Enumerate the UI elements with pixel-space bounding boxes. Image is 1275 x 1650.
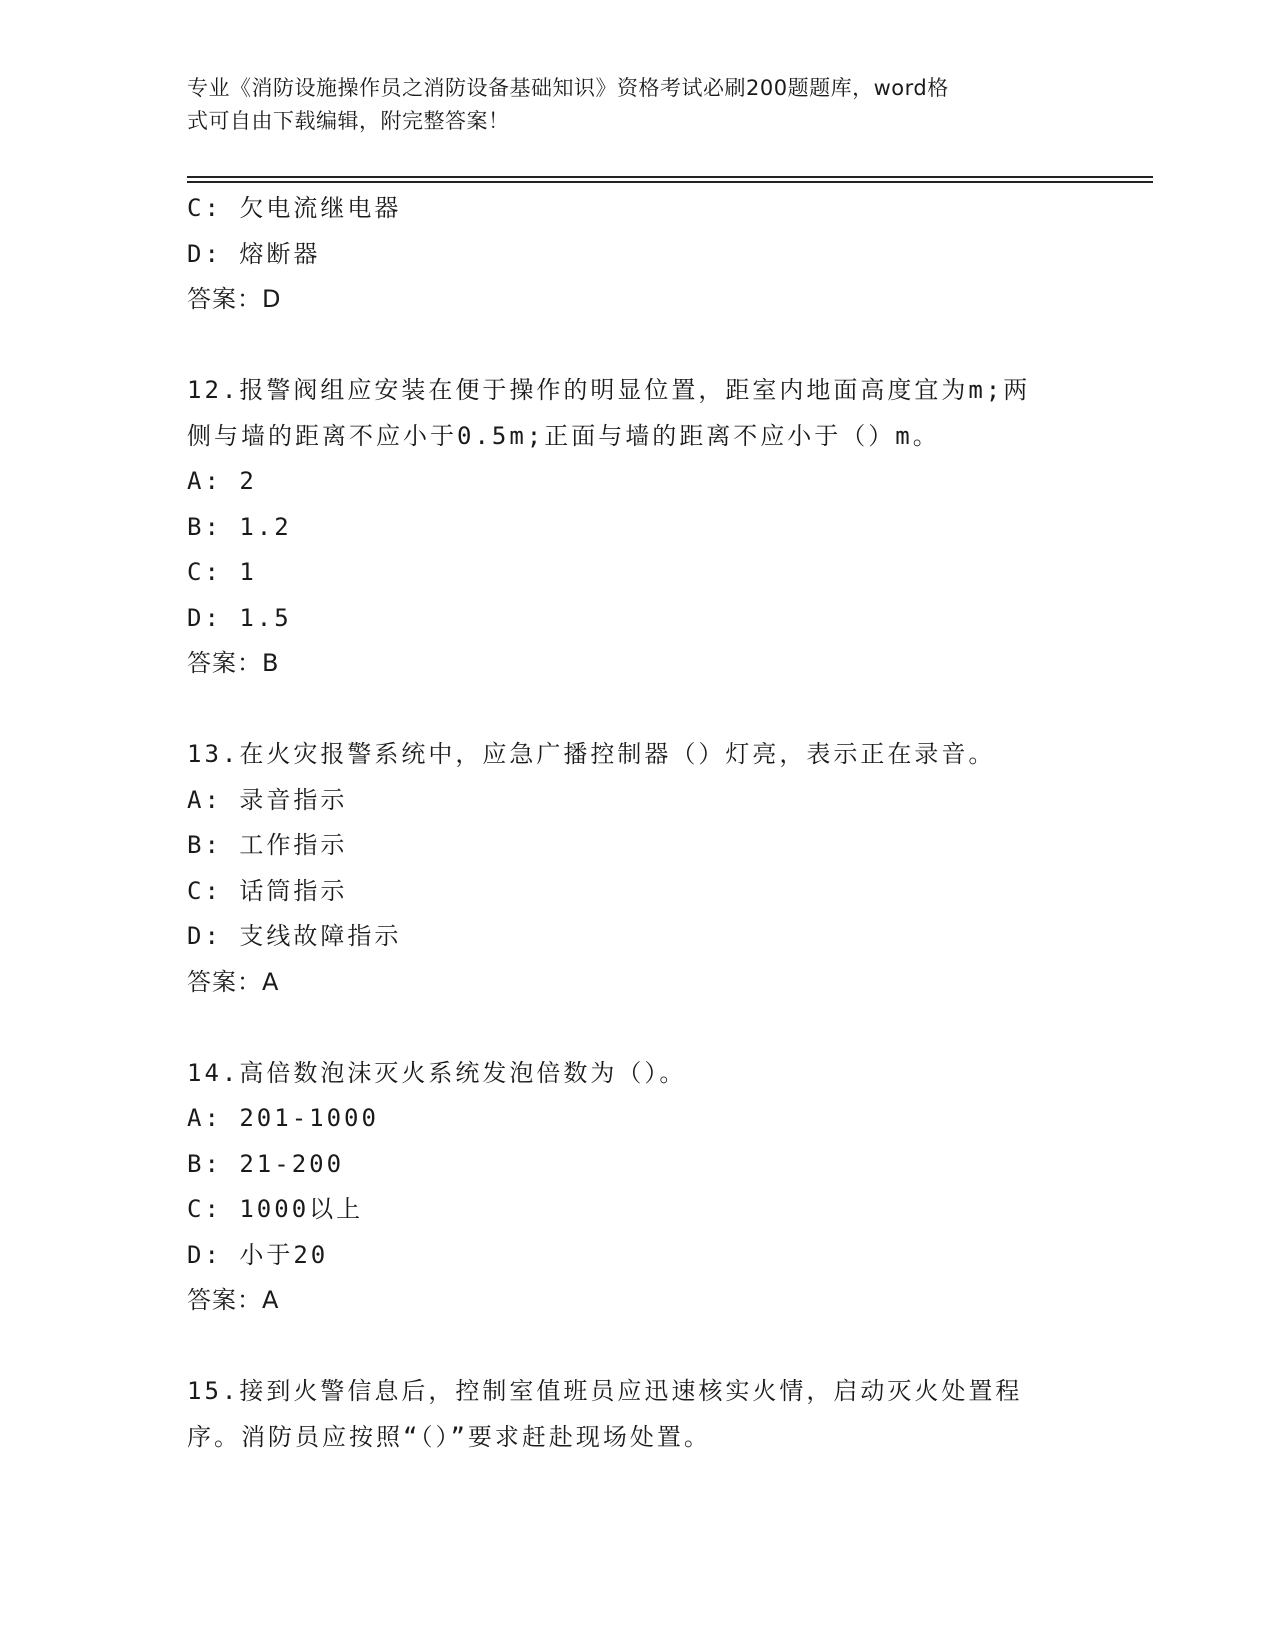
option-d: D: 熔断器 bbox=[187, 239, 321, 268]
header-rule-top bbox=[187, 176, 1153, 178]
option-b: B: 21-200 bbox=[187, 1149, 345, 1178]
answer-line: 答案：D bbox=[187, 285, 282, 313]
question-text-line: 12.报警阀组应安装在便于操作的明显位置，距室内地面高度宜为m;两 bbox=[187, 376, 1031, 404]
question-text-line: 侧与墙的距离不应小于0.5m;正面与墙的距离不应小于（）m。 bbox=[187, 421, 940, 450]
document-header bbox=[187, 72, 1067, 138]
option-d: D: 小于20 bbox=[187, 1240, 329, 1269]
option-c: C: 1 bbox=[187, 558, 257, 586]
question-15 bbox=[187, 1369, 1087, 1460]
option-c: C: 1000以上 bbox=[187, 1195, 364, 1223]
answer-value: A bbox=[262, 1286, 280, 1314]
question-text-line: 14.高倍数泡沫灭火系统发泡倍数为（）。 bbox=[187, 1058, 687, 1087]
answer-value: D bbox=[262, 285, 282, 313]
question-13 bbox=[187, 732, 1087, 1005]
option-d: D: 1.5 bbox=[187, 603, 292, 632]
header-line-2: 式可自由下载编辑，附完整答案！ bbox=[187, 109, 510, 133]
option-b: B: 工作指示 bbox=[187, 831, 348, 859]
header-line-1: 专业《消防设施操作员之消防设备基础知识》资格考试必刷200题题库，word格 bbox=[187, 76, 949, 100]
question-12 bbox=[187, 368, 1087, 687]
question-11-continuation bbox=[187, 186, 1087, 323]
question-text-line: 13.在火灾报警系统中，应急广播控制器（）灯亮，表示正在录音。 bbox=[187, 740, 996, 768]
question-text-line: 序。消防员应按照“（）”要求赶赴现场处置。 bbox=[187, 1422, 711, 1451]
option-d: D: 支线故障指示 bbox=[187, 922, 402, 950]
question-text-line: 15.接到火警信息后，控制室值班员应迅速核实火情，启动灭火处置程 bbox=[187, 1377, 1023, 1405]
document-body bbox=[187, 186, 1087, 1460]
option-c: C: 话筒指示 bbox=[187, 876, 348, 905]
option-b: B: 1.2 bbox=[187, 512, 292, 541]
answer-value: B bbox=[262, 649, 280, 677]
answer-line: 答案：A bbox=[187, 967, 280, 996]
answer-line: 答案：A bbox=[187, 1286, 280, 1314]
answer-line: 答案：B bbox=[187, 649, 280, 677]
option-a: A: 录音指示 bbox=[187, 785, 348, 814]
option-c: C: 欠电流继电器 bbox=[187, 194, 402, 222]
question-14 bbox=[187, 1051, 1087, 1324]
option-a: A: 201-1000 bbox=[187, 1104, 379, 1132]
answer-value: A bbox=[262, 967, 280, 996]
option-a: A: 2 bbox=[187, 467, 257, 495]
header-rule-bottom bbox=[187, 181, 1153, 183]
